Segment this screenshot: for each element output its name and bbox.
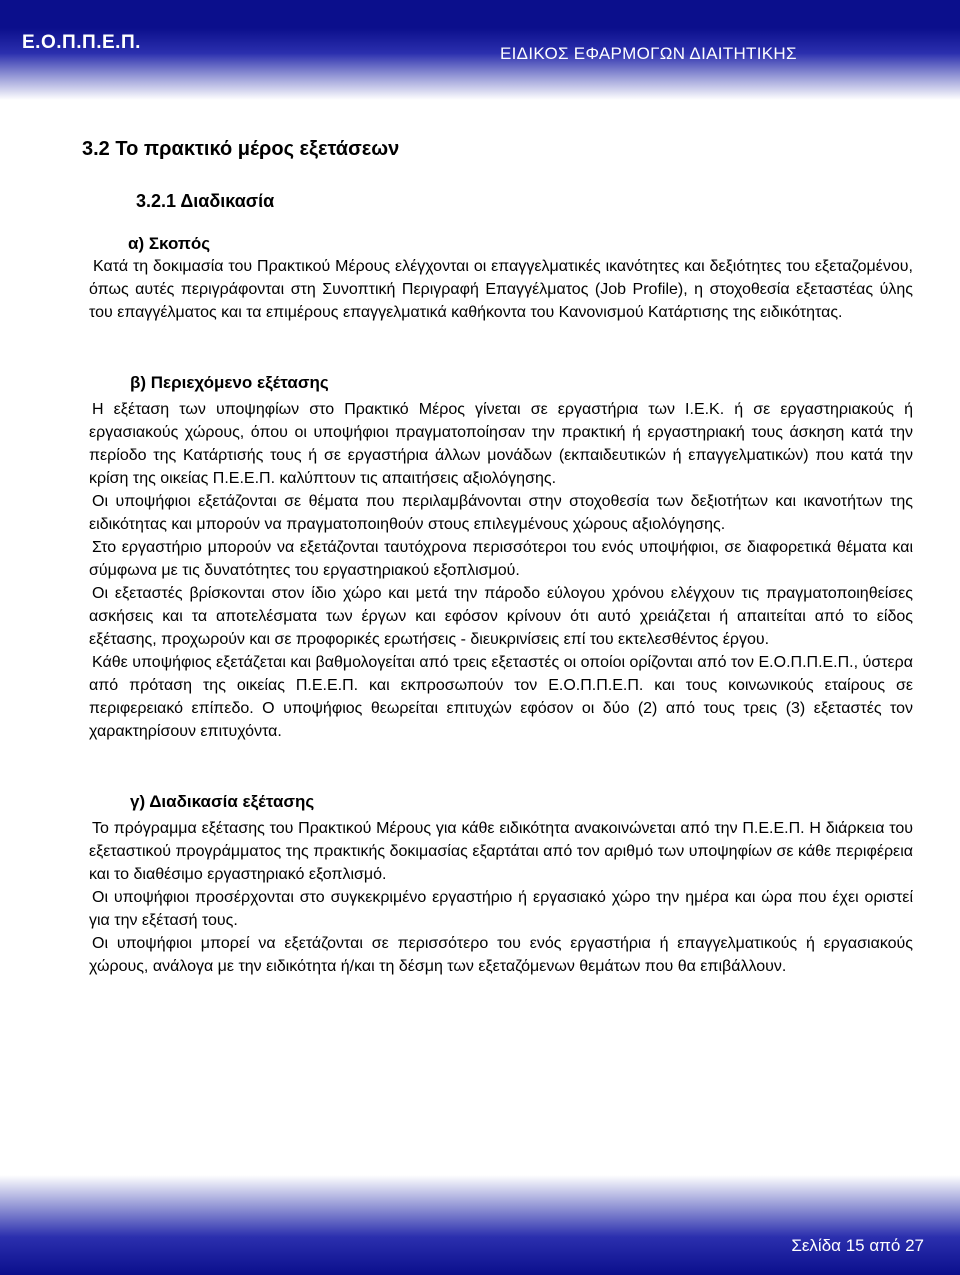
part-a-heading: α) Σκοπός bbox=[128, 234, 211, 253]
part-c-paragraph: Οι υποψήφιοι προσέρχονται στο συγκεκριμένο εργαστήριο ή εργασιακό χώρο την ημέρα και ώρα που έχει οριστεί για την εξέτασή τους. bbox=[89, 889, 913, 929]
header-organization-title: Ε.Ο.Π.Π.Ε.Π. bbox=[22, 32, 141, 53]
part-b-paragraph: Οι υποψήφιοι εξετάζονται σε θέματα που περιλαμβάνονται στην στοχοθεσία των δεξιοτήτων και ικανοτήτων της ειδικότητας και μπορούν να πραγματοποιηθούν στους επιλεγμένους χώρους αξιολόγησης. bbox=[89, 493, 913, 533]
page-number: Σελίδα 15 από 27 bbox=[791, 1236, 924, 1255]
header-gradient bbox=[0, 28, 960, 100]
header-specialty-title: ΕΙΔΙΚΟΣ ΕΦΑΡΜΟΓΩΝ ΔΙΑΙΤΗΤΙΚΗΣ bbox=[500, 44, 797, 63]
part-c-procedure bbox=[89, 790, 913, 978]
part-b-paragraph: Οι εξεταστές βρίσκονται στον ίδιο χώρο και μετά την πάροδο εύλογου χρόνου ελέγχουν τις πραγματοποιηθείσες ασκήσεις και τα αποτελέσματα των έργων και εφόσον κρίνουν ότι αυτό χρειάζεται ή απαιτείται από το είδος εξέτασης, προχωρούν και σε προφορικές ερωτήσεις - διευκρινίσεις επί του εκτελεσθέντος έργου. bbox=[89, 585, 913, 648]
part-c-heading: γ) Διαδικασία εξέτασης bbox=[130, 792, 315, 811]
subsection-title: 3.2.1 Διαδικασία bbox=[136, 191, 275, 211]
part-a-paragraph: Κατά τη δοκιμασία του Πρακτικού Μέρους ελέγχονται οι επαγγελματικές ικανότητες και δεξιότητες του εξεταζομένου, όπως αυτές περιγράφονται στη Συνοπτική Περιγραφή Επαγγέλματος (Job Profile), η στοχοθεσία εξεταστέας ύλης του επαγγέλματος και τα επιμέρους επαγγελματικά καθήκοντα του Κανονισμού Κατάρτισης της ειδικότητας. bbox=[89, 258, 913, 321]
part-b-heading: β) Περιεχόμενο εξέτασης bbox=[130, 373, 329, 392]
section-title: 3.2 Το πρακτικό μέρος εξετάσεων bbox=[82, 138, 400, 160]
part-a-purpose bbox=[89, 232, 913, 324]
part-c-paragraph: Το πρόγραμμα εξέτασης του Πρακτικού Μέρους για κάθε ειδικότητα ανακοινώνεται από την Π.Ε.Ε.Π. Η διάρκεια του εξεταστικού προγράμματος της πρακτικής δοκιμασίας εξαρτάται από τον αριθμό των υποψηφίων σε κάθε περιφέρεια και το διαθέσιμο εργαστηριακό εξοπλισμό. bbox=[89, 820, 913, 883]
document-body bbox=[82, 134, 913, 978]
part-b-paragraph: Στο εργαστήριο μπορούν να εξετάζονται ταυτόχρονα περισσότεροι του ενός υποψήφιοι, σε διαφορετικά θέματα και σύμφωνα με τις δυνατότητες του εργαστηριακού εξοπλισμού. bbox=[89, 539, 913, 579]
part-b-paragraph: Η εξέταση των υποψηφίων στο Πρακτικό Μέρος γίνεται σε εργαστήρια των Ι.Ε.Κ. ή σε εργαστηριακούς ή εργασιακούς χώρους, όπου οι υποψήφιοι πραγματοποίησαν την πρακτική ή εργαστηριακή τους άσκηση κατά την περίοδο της Κατάρτισής τους ή σε εργαστήρια άλλων μονάδων (εκπαιδευτικών ή επαγγελματικών) που κατά την κρίση της οικείας Π.Ε.Ε.Π. καλύπτουν τις απαιτήσεις αξιολόγησης. bbox=[89, 401, 913, 487]
footer-bar bbox=[0, 1175, 960, 1275]
part-b-content bbox=[89, 371, 913, 743]
part-c-paragraph: Οι υποψήφιοι μπορεί να εξετάζονται σε περισσότερο του ενός εργαστήρια ή επαγγελματικούς ή εργασιακούς χώρους, ανάλογα με την ειδικότητα ή/και τη δέσμη των εξεταζόμενων θεμάτων που θα επιβάλλουν. bbox=[89, 935, 913, 975]
part-b-paragraph: Κάθε υποψήφιος εξετάζεται και βαθμολογείται από τρεις εξεταστές οι οποίοι ορίζονται από τον Ε.Ο.Π.Π.Ε.Π., ύστερα από πρόταση της οικείας Π.Ε.Ε.Π. και εκπροσωπούν τον Ε.Ο.Π.Π.Ε.Π. και τους κοινωνικούς εταίρους σε περιφερειακό επίπεδο. Ο υποψήφιος θεωρείται επιτυχών εφόσον οι δύο (2) από τους τρεις (3) εξεταστές τον χαρακτηρίσουν επιτυχόντα. bbox=[89, 654, 913, 740]
